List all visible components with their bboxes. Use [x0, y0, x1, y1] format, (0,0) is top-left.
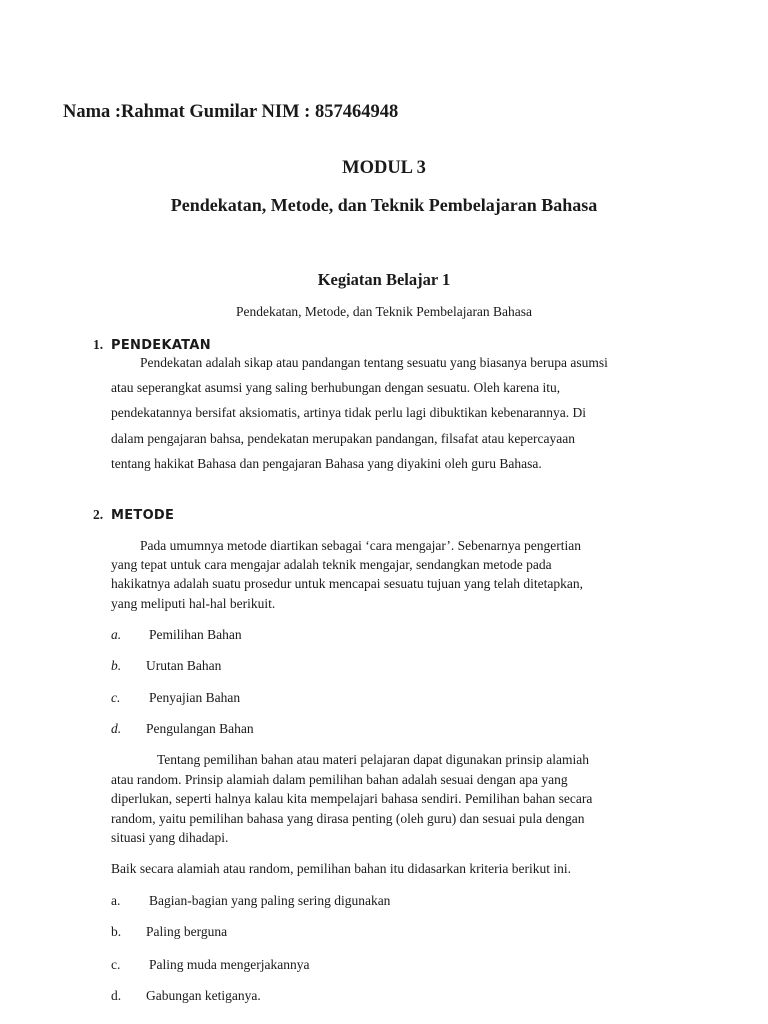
module-title: Pendekatan, Metode, dan Teknik Pembelajaran Bahasa — [170, 195, 598, 215]
section-2-intro-line: yang meliputi hal-hal berikuit. — [111, 596, 276, 611]
list-item-letter: b. — [111, 924, 122, 939]
list-item-letter: c. — [111, 690, 121, 705]
section-1-line: pendekatannya bersifat aksiomatis, artinya tidak perlu lagi dibuktikan kebenarannya. Di — [111, 405, 586, 420]
section-1-line: tentang hakikat Bahasa dan pengajaran Bahasa yang diyakini oleh guru Bahasa. — [111, 456, 542, 471]
section-1-line: atau seperangkat asumsi yang saling berhubungan dengan sesuatu. Oleh karena itu, — [111, 380, 561, 395]
list-item-letter: c. — [111, 957, 121, 972]
activity-title: Kegiatan Belajar 1 — [317, 270, 451, 289]
list-item-text: Gabungan ketiganya. — [146, 988, 261, 1003]
section-2-intro-line: Pada umumnya metode diartikan sebagai ‘cara mengajar’. Sebenarnya pengertian — [140, 538, 581, 553]
list-item-letter: a. — [111, 893, 121, 908]
section-2-criteria-intro: Baik secara alamiah atau random, pemilihan bahan itu didasarkan kriteria berikut ini. — [111, 861, 571, 876]
list-item-text: Pemilihan Bahan — [149, 627, 242, 642]
section-2-para-line: Tentang pemilihan bahan atau materi pelajaran dapat digunakan prinsip alamiah — [157, 752, 590, 767]
section-2-intro-line: hakikatnya adalah suatu prosedur untuk mencapai sesuatu tujuan yang telah ditetapkan, — [111, 576, 583, 591]
section-2-para-line: atau random. Prinsip alamiah dalam pemilihan bahan adalah sesuai dengan apa yang — [111, 772, 568, 787]
section-1-line: Pendekatan adalah sikap atau pandangan tentang sesuatu yang biasanya berupa asumsi — [140, 355, 608, 370]
list-item-letter: a. — [111, 627, 122, 642]
section-2-para-line: situasi yang dihadapi. — [111, 830, 229, 845]
activity-subtitle: Pendekatan, Metode, dan Teknik Pembelajaran Bahasa — [235, 304, 533, 319]
section-1-number: 1. — [93, 337, 104, 352]
section-2-intro-line: yang tepat untuk cara mengajar adalah teknik mengajar, sendangkan metode pada — [111, 557, 552, 572]
list-item-text: Bagian-bagian yang paling sering digunakan — [149, 893, 391, 908]
list-item-text: Pengulangan Bahan — [146, 721, 254, 736]
list-item-text: Paling berguna — [146, 924, 228, 939]
list-item-text: Paling muda mengerjakannya — [149, 957, 310, 972]
list-item-text: Penyajian Bahan — [149, 690, 241, 705]
list-item-text: Urutan Bahan — [146, 658, 222, 673]
section-1-heading: PENDEKATAN — [111, 338, 211, 353]
section-2-para-line: diperlukan, seperti halnya kalau kita mempelajari bahasa sendiri. Pemilihan bahan secara — [111, 791, 593, 806]
list-item-letter: b. — [111, 658, 122, 673]
section-2-para-line: random, yaitu pemilihan bahasa yang dirasa penting (oleh guru) dan sesuai pula dengan — [111, 811, 585, 826]
module-label: MODUL 3 — [342, 158, 426, 178]
list-item-letter: d. — [111, 988, 122, 1003]
list-item-letter: d. — [111, 721, 122, 736]
section-2-number: 2. — [93, 507, 104, 522]
section-1-line: dalam pengajaran bahsa, pendekatan merupakan pandangan, filsafat atau kepercayaan — [111, 431, 576, 446]
student-name-line: Nama :Rahmat Gumilar NIM : 857464948 — [63, 102, 399, 122]
section-2-heading: METODE — [111, 508, 175, 523]
